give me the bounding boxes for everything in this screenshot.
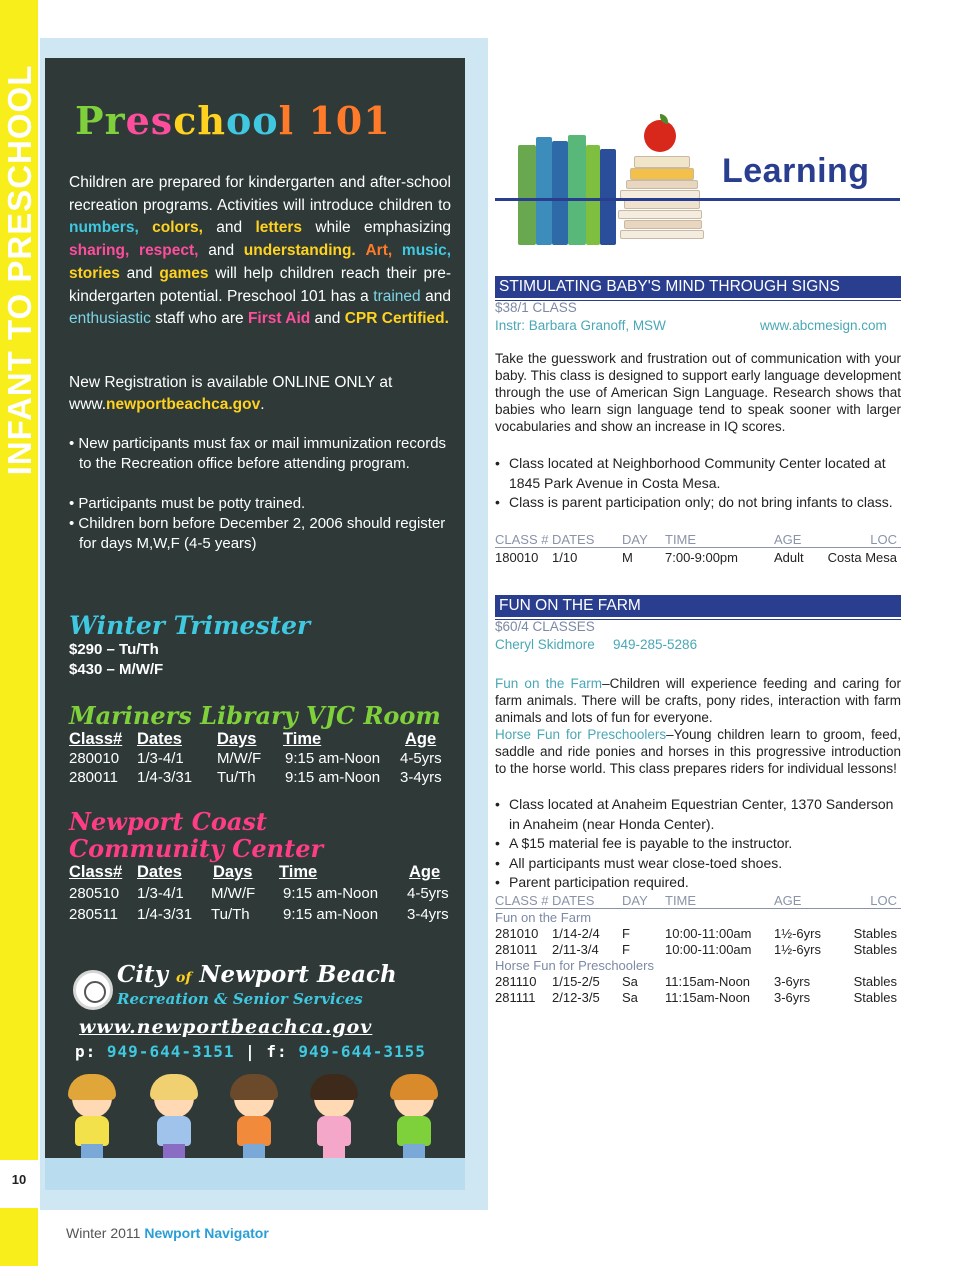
list-item: • A $15 material fee is payable to the instructor.: [495, 834, 901, 854]
city-website-link[interactable]: www.newportbeachca.gov: [79, 1016, 373, 1038]
city-contact: p: 949-644-3151 | f: 949-644-3155: [75, 1042, 426, 1061]
phone-number[interactable]: 949-644-3151: [106, 1042, 235, 1061]
newport-coast-schedule: Class# Dates Days Time Age 280510 1/3-4/1 M/W/F 9:15 am-Noon 4-5yrs 280511 1/4-3/31 Tu/Th 9:15 am-Noon 3-4yrs: [69, 863, 451, 927]
city-seal-icon: [73, 970, 113, 1010]
footer-issue: Winter 2011 Newport Navigator: [66, 1225, 269, 1241]
schedule-row: 280010 1/3-4/1 M/W/F 9:15 am-Noon 4-5yrs: [69, 750, 442, 767]
publication-name: Newport Navigator: [144, 1225, 269, 1241]
children-illustration: [45, 1068, 465, 1158]
location-newport-coast-title: Newport Coast Community Center: [69, 807, 324, 863]
list-item: • Class located at Anaheim Equestrian Center, 1370 Sanderson in Anaheim (near Honda Center).: [495, 795, 901, 834]
bullet-birthdate: • Children born before December 2, 2006 should register for days M,W,F (4-5 years): [69, 515, 446, 552]
child-figure: [63, 1078, 121, 1158]
signs-website-link[interactable]: www.abcmesign.com: [760, 318, 887, 333]
mariners-schedule: Class# Dates Days Time Age 280010 1/3-4/1 M/W/F 9:15 am-Noon 4-5yrs 280011 1/4-3/31 Tu/Th 9:15 am-Noon 3-4yrs: [69, 730, 451, 788]
table-header: CLASS # DATES DAY TIME AGE LOC: [495, 893, 901, 909]
preschool-panel: [45, 58, 465, 1158]
list-item: • Class located at Neighborhood Community Center located at 1845 Park Avenue in Costa Mesa.: [495, 454, 901, 493]
learning-rule: [495, 198, 900, 201]
table-group-label: Fun on the Farm: [495, 910, 592, 925]
price-tuth: $290 – Tu/Th: [69, 641, 159, 658]
registration-link[interactable]: newportbeachca.gov: [106, 396, 261, 413]
registration-note: New Registration is available ONLINE ONLY at www.newportbeachca.gov.: [69, 374, 393, 413]
farm-phone: 949-285-5286: [613, 637, 698, 652]
table-row: 180010 1/10 M 7:00-9:00pm Adult Costa Mesa: [495, 550, 897, 565]
schedule-row: 280011 1/4-3/31 Tu/Th 9:15 am-Noon 3-4yrs: [69, 769, 442, 786]
bullet-immunization: • New participants must fax or mail immunization records to the Recreation office before attending program.: [69, 435, 447, 472]
bullet-potty: • Participants must be potty trained.: [69, 495, 306, 512]
preschool-101-title: Preschool 101: [75, 98, 391, 143]
winter-trimester-title: Winter Trimester: [69, 611, 311, 640]
list-item: • Class is parent participation only; do not bring infants to class.: [495, 493, 901, 513]
table-header: CLASS # DATES DAY TIME AGE LOC: [495, 532, 901, 548]
learning-heading: Learning: [722, 152, 870, 190]
fax-number: 949-644-3155: [298, 1042, 426, 1061]
preschool-intro: Children are prepared for kindergarten and after-school recreation programs. Activities will introduce children to numbers, colors, and letters while emphasizing sharing, respect, and understanding. Art, music, stories and games will help children reach their pre-kindergarten potential. Preschool 101 has a trained and enthusiastic staff who are First Aid and CPR Certified.: [69, 174, 452, 328]
list-item: • Parent participation required.: [495, 873, 901, 893]
table-row: 281110 1/15-2/5 Sa 11:15am-Noon 3-6yrs Stables: [495, 974, 897, 989]
signs-schedule-table: [495, 532, 901, 566]
section-title-signs: STIMULATING BABY'S MIND THROUGH SIGNS: [495, 276, 901, 298]
apple-icon: [644, 120, 676, 152]
price-mwf: $430 – M/W/F: [69, 661, 164, 678]
signs-description: Take the guesswork and frustration out of communication with your baby. This class is designed to support early language development through the use of American Sign Language. Research shows that babies who learn sign language tend to speak sooner with larger vocabularies and show an increase in IQ scores.: [495, 351, 901, 434]
section-title-farm: FUN ON THE FARM: [495, 595, 901, 617]
farm-instructor: Cheryl Skidmore: [495, 637, 595, 652]
schedule-row: 280510 1/3-4/1 M/W/F 9:15 am-Noon 4-5yrs: [69, 885, 449, 902]
farm-description-2: Horse Fun for Preschoolers–Young children learn to groom, feed, saddle and ride ponies and horses in this progressive introduction to the horse world. This class prepares riders for individual lessons!: [495, 727, 901, 776]
list-item: • All participants must wear close-toed shoes.: [495, 854, 901, 874]
child-figure: [305, 1078, 363, 1158]
signs-instructor: Instr: Barbara Granoff, MSW: [495, 318, 666, 333]
farm-bullets: [495, 795, 901, 893]
table-row: 281010 1/14-2/4 F 10:00-11:00am 1½-6yrs Stables: [495, 926, 897, 941]
section-tab-title: INFANT TO PRESCHOOL: [1, 64, 38, 476]
preschool-bullets: [69, 434, 451, 554]
table-row: 281011 2/11-3/4 F 10:00-11:00am 1½-6yrs Stables: [495, 942, 897, 957]
table-group-label: Horse Fun for Preschoolers: [495, 958, 654, 973]
child-figure: [145, 1078, 203, 1158]
farm-schedule-table: [495, 893, 901, 1006]
table-row: 281111 2/12-3/5 Sa 11:15am-Noon 3-6yrs Stables: [495, 990, 897, 1005]
city-department: Recreation & Senior Services: [117, 990, 363, 1008]
signs-price: $38/1 CLASS: [495, 300, 577, 315]
child-figure: [225, 1078, 283, 1158]
farm-price: $60/4 CLASSES: [495, 619, 595, 634]
child-figure: [385, 1078, 443, 1158]
signs-bullets: [495, 454, 901, 513]
schedule-row: 280511 1/4-3/31 Tu/Th 9:15 am-Noon 3-4yrs: [69, 906, 449, 923]
farm-description-1: Fun on the Farm–Children will experience feeding and caring for farm animals. There will be crafts, pony rides, interaction with farm animals and lots of fun for everyone.: [495, 676, 901, 725]
books-apple-illustration: [514, 120, 714, 245]
page-number: 10: [11, 1172, 27, 1187]
city-name: City of Newport Beach: [117, 961, 397, 988]
location-mariners-title: Mariners Library VJC Room: [69, 701, 441, 730]
